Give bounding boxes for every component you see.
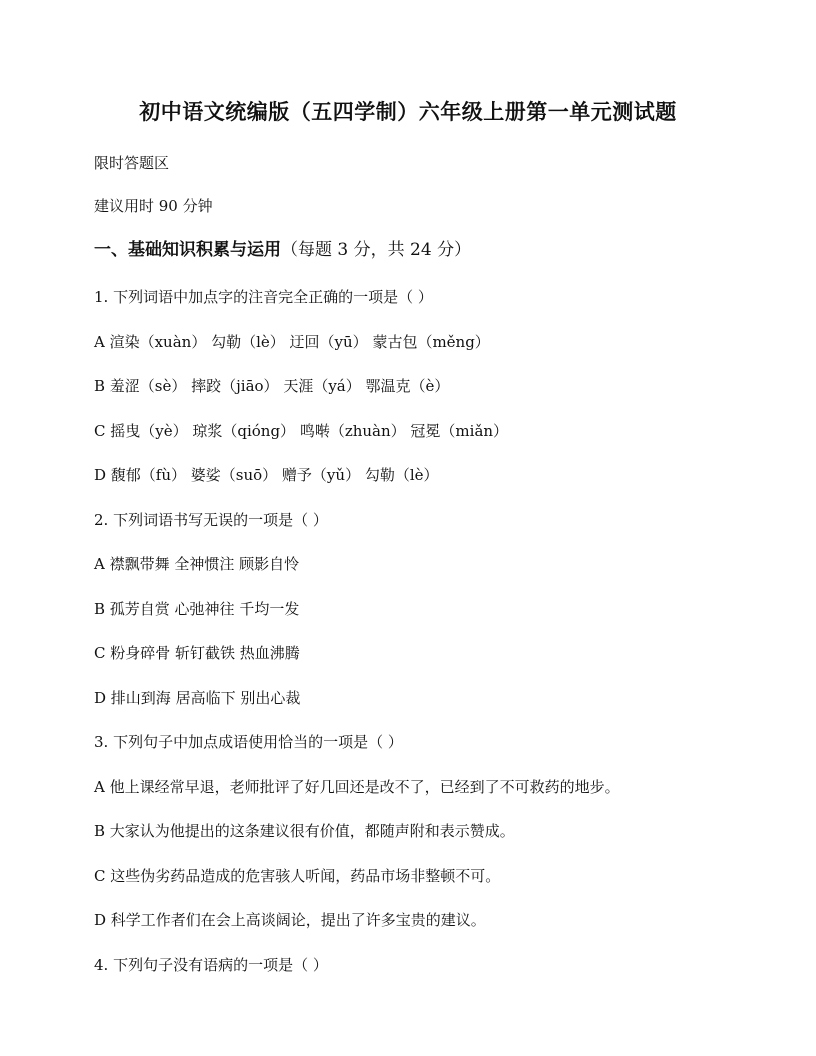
question-2-option-b: B 孤芳自赏 心弛神往 千均一发 — [94, 600, 300, 618]
question-3-option-d: D 科学工作者们在会上高谈阔论，提出了许多宝贵的建议。 — [94, 911, 486, 929]
question-2-option-a: A 襟飘带舞 全神惯注 顾影自怜 — [94, 555, 300, 573]
question-2-option-c: C 粉身碎骨 斩钉截铁 热血沸腾 — [94, 644, 300, 662]
question-4-stem: 4. 下列句子没有语病的一项是（ ） — [94, 956, 328, 974]
question-1-option-c: C 摇曳（yè） 琼浆（qióng） 鸣啭（zhuàn） 冠冕（miǎn） — [94, 422, 509, 440]
time-limit-label: 限时答题区 — [94, 154, 170, 172]
question-3-option-b: B 大家认为他提出的这条建议很有价值，都随声附和表示赞成。 — [94, 822, 515, 840]
question-3-option-c: C 这些伪劣药品造成的危害骇人听闻，药品市场非整顿不可。 — [94, 867, 501, 885]
question-2-option-d: D 排山到海 居高临下 别出心裁 — [94, 689, 301, 707]
section-heading-text: 一、基础知识积累与运用 — [94, 240, 281, 260]
section-score-note: （每题 3 分，共 24 分） — [281, 240, 472, 260]
question-1-option-a: A 渲染（xuàn） 勾勒（lè） 迂回（yū） 蒙古包（měng） — [94, 333, 490, 351]
question-1-option-d: D 馥郁（fù） 婆娑（suō） 赠予（yǔ） 勾勒（lè） — [94, 466, 439, 484]
question-3-option-a: A 他上课经常早退，老师批评了好几回还是改不了，已经到了不可救药的地步。 — [94, 778, 620, 796]
page-title: 初中语文统编版（五四学制）六年级上册第一单元测试题 — [139, 99, 677, 124]
question-1-stem: 1. 下列词语中加点字的注音完全正确的一项是（ ） — [94, 288, 433, 306]
question-1-option-b: B 羞涩（sè） 摔跤（jiāo） 天涯（yá） 鄂温克（è） — [94, 377, 450, 395]
suggested-time-label: 建议用时 90 分钟 — [94, 197, 213, 215]
question-2-stem: 2. 下列词语书写无误的一项是（ ） — [94, 511, 328, 529]
section-heading — [94, 239, 471, 261]
question-3-stem: 3. 下列句子中加点成语使用恰当的一项是（ ） — [94, 733, 403, 751]
